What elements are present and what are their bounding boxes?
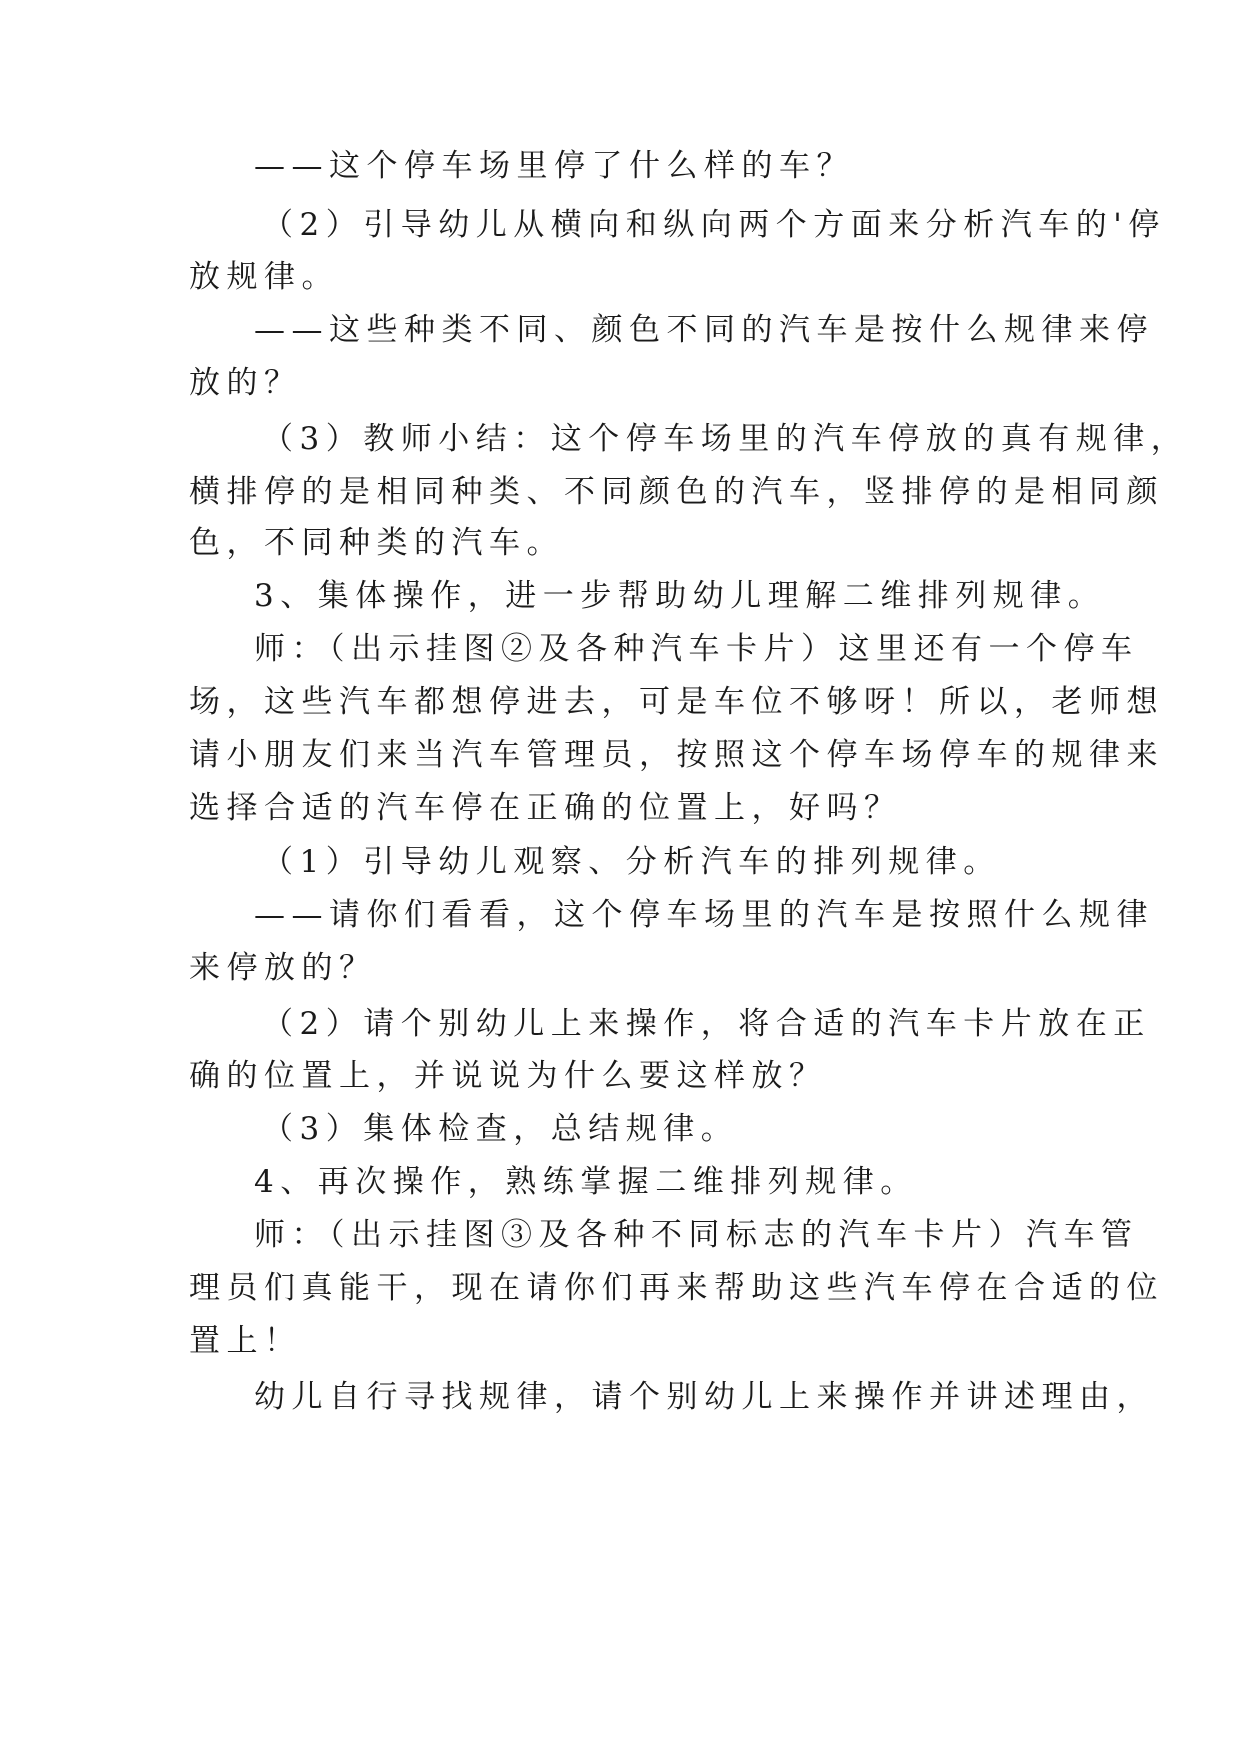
text-line: 3、集体操作，进一步帮助幼儿理解二维排列规律。 [254,578,1106,614]
text-line: （3）教师小结：这个停车场里的汽车停放的真有规律， [262,421,1189,457]
text-line: 横排停的是相同种类、不同颜色的汽车，竖排停的是相同颜 [189,474,1164,510]
text-line: （3）集体检查，总结规律。 [262,1111,739,1147]
text-line: 选择合适的汽车停在正确的位置上，好吗？ [189,790,902,826]
text-line: 场，这些汽车都想停进去，可是车位不够呀！所以，老师想 [189,684,1164,720]
text-line: 4、再次操作，熟练掌握二维排列规律。 [254,1164,918,1200]
text-line: （1）引导幼儿观察、分析汽车的排列规律。 [262,844,1001,880]
text-line: 幼儿自行寻找规律，请个别幼儿上来操作并讲述理由， [254,1379,1154,1415]
text-line: ——请你们看看，这个停车场里的汽车是按照什么规律 [254,897,1154,933]
text-line: 师：（出示挂图③及各种不同标志的汽车卡片）汽车管 [254,1217,1139,1253]
text-line: （2）引导幼儿从横向和纵向两个方面来分析汽车的'停 [262,207,1166,243]
text-line: 置上！ [189,1323,302,1359]
text-line: 放规律。 [189,259,339,295]
text-line: 理员们真能干，现在请你们再来帮助这些汽车停在合适的位 [189,1270,1164,1306]
text-line: 请小朋友们来当汽车管理员，按照这个停车场停车的规律来 [189,737,1164,773]
text-line: ——这个停车场里停了什么样的车？ [254,148,854,184]
text-line: ——这些种类不同、颜色不同的汽车是按什么规律来停 [254,312,1154,348]
text-line: 师：（出示挂图②及各种汽车卡片）这里还有一个停车 [254,631,1139,667]
text-line: 来停放的？ [189,950,377,986]
text-line: （2）请个别幼儿上来操作，将合适的汽车卡片放在正 [262,1006,1151,1042]
text-line: 色，不同种类的汽车。 [189,525,564,561]
text-line: 放的？ [189,365,302,401]
text-line: 确的位置上，并说说为什么要这样放？ [189,1058,827,1094]
